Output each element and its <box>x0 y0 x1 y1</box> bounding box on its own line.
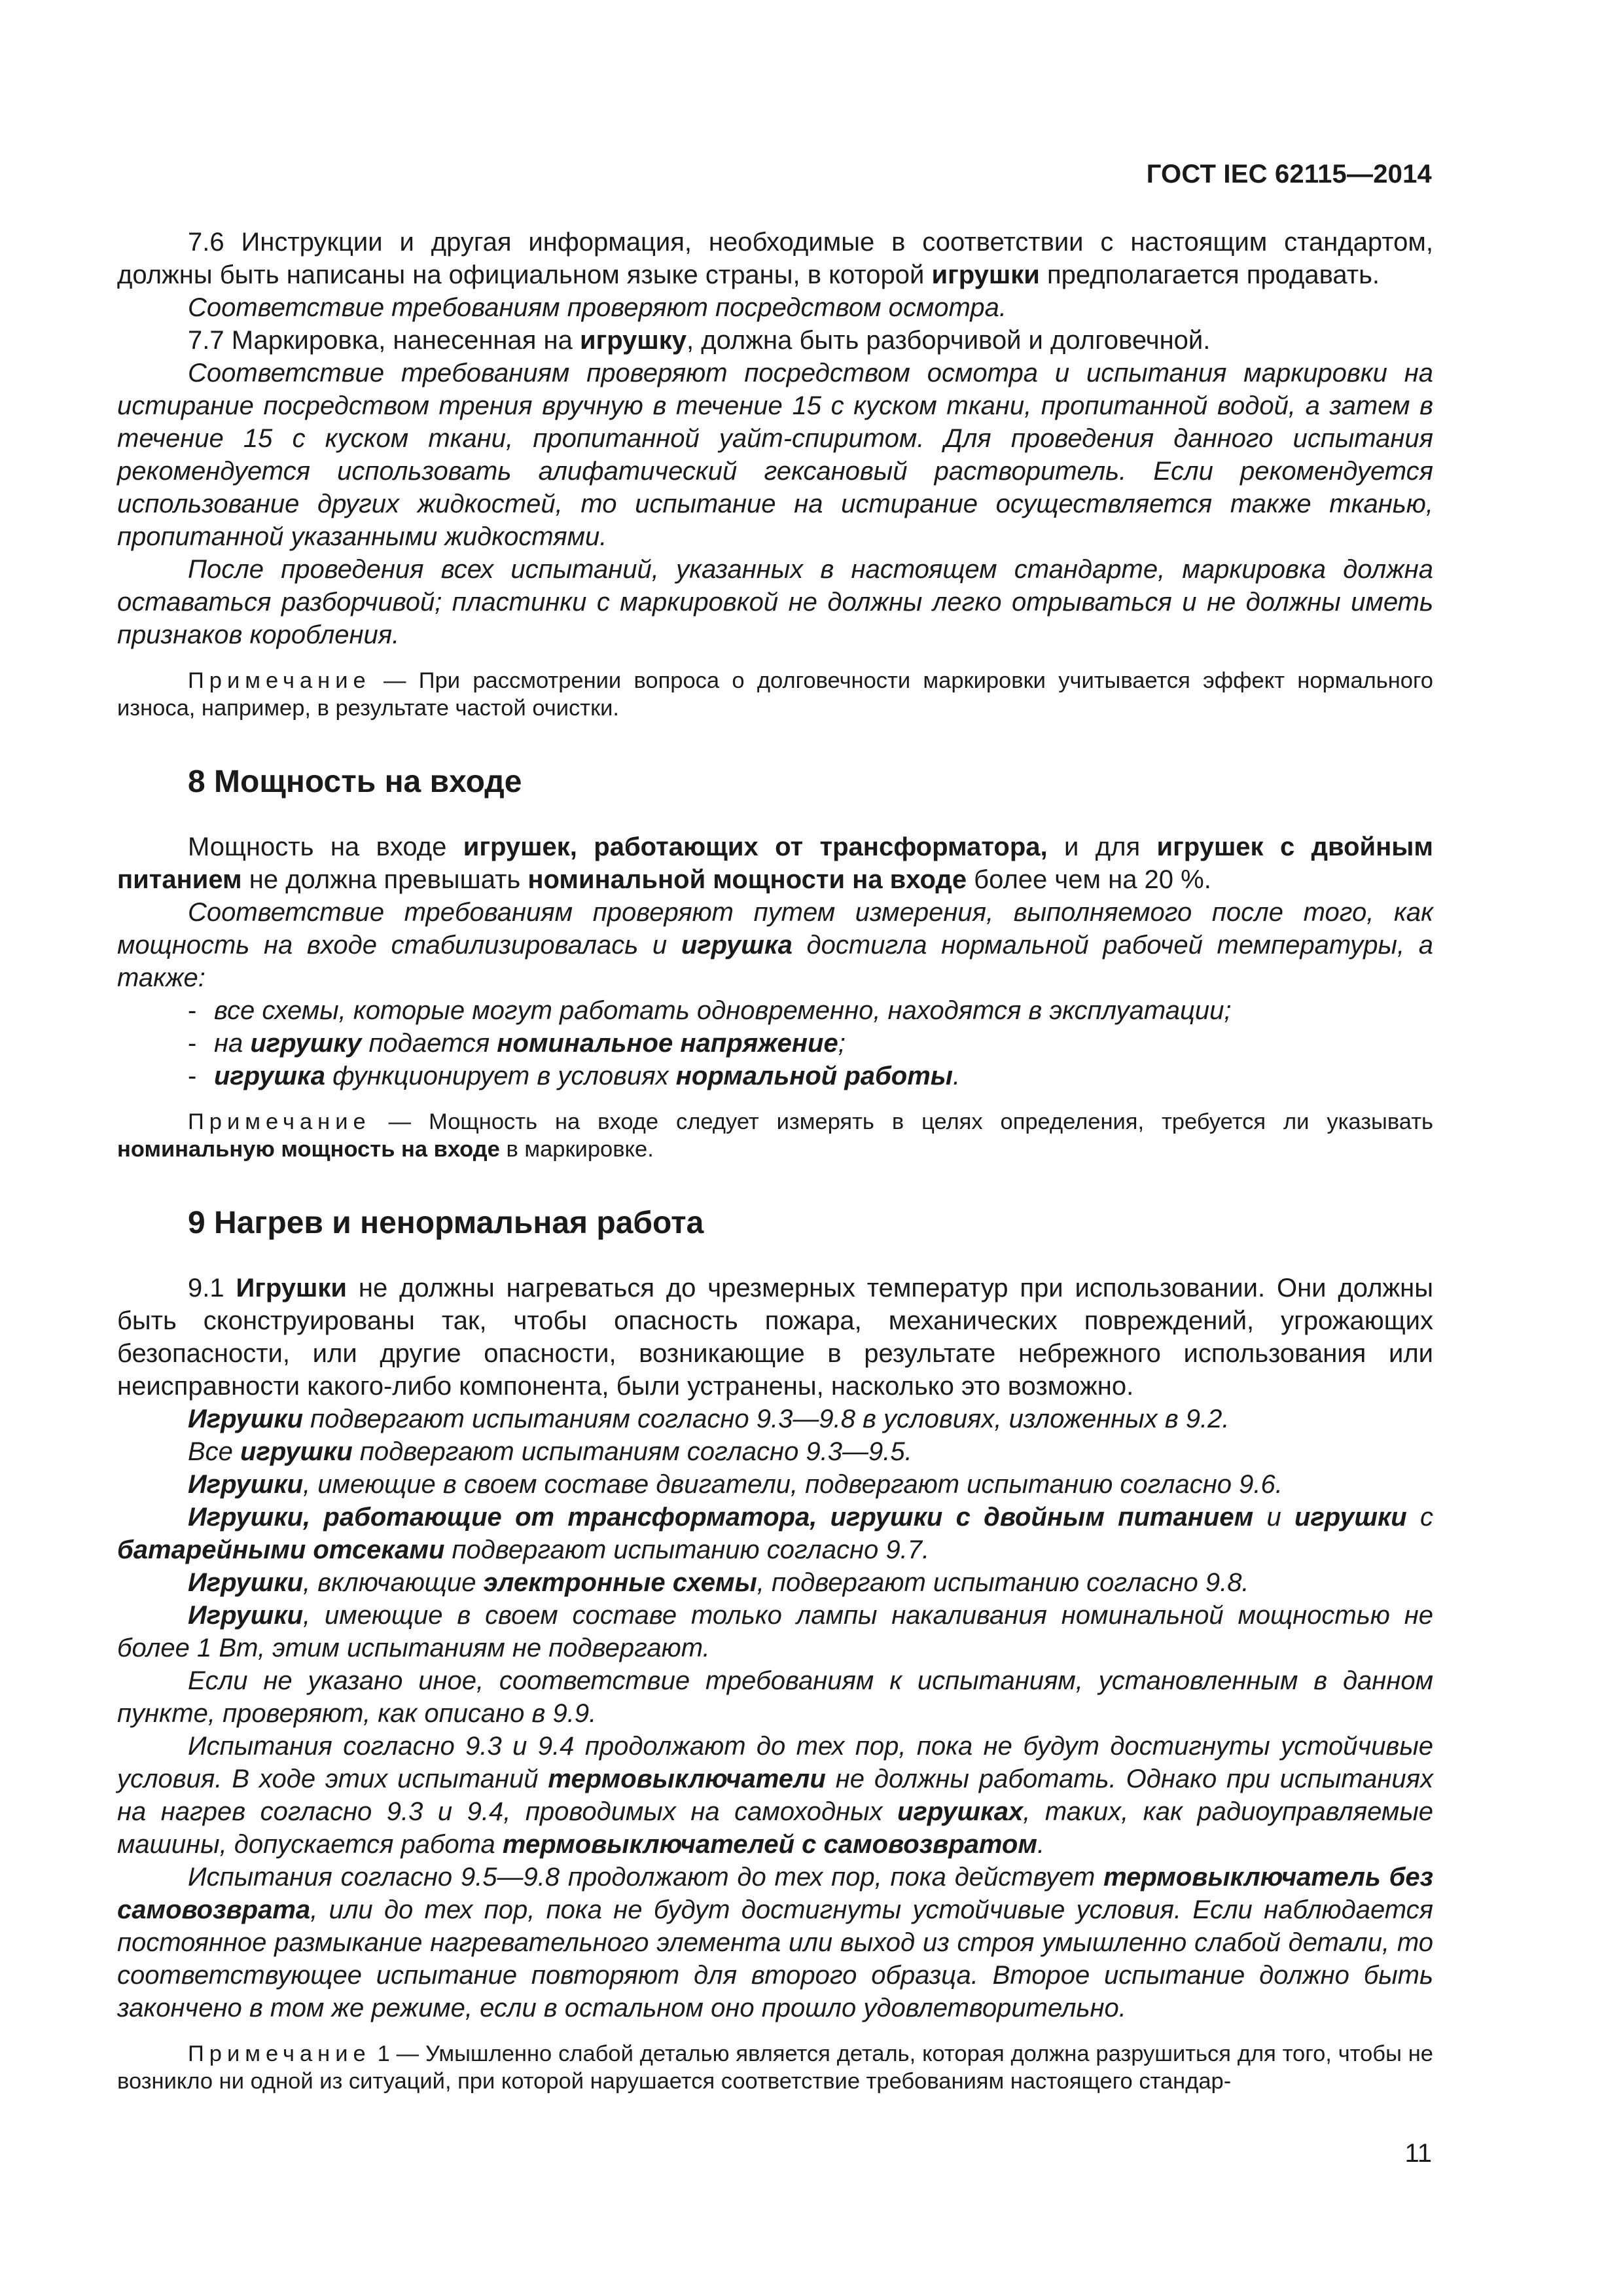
note-weak-part <box>117 2040 1433 2095</box>
text-run: и <box>1253 1503 1295 1532</box>
page-number: 11 <box>1404 2139 1432 2168</box>
text-run: , имеющие в своем составе только лампы накаливания номинальной мощностью не более 1 Вт, этим испытаниям не подвергают. <box>117 1601 1433 1662</box>
clause-7-6-check: Соответствие требованиям проверяют посредством осмотра. <box>188 293 1007 322</box>
text-run: 7.7 Маркировка, нанесенная на <box>188 326 580 355</box>
text-run: ; <box>838 1029 846 1058</box>
term-bold: номинальной мощности на входе <box>527 865 967 894</box>
text-run: предполагается продавать. <box>1039 260 1380 289</box>
clause-9-1-test-5 <box>117 1566 1433 1599</box>
clause-9-1-test-7: Если не указано иное, соответствие требованиям к испытаниям, установленным в данном пункте, проверяют, как описано в 9.9. <box>117 1666 1433 1728</box>
term-bold: Игрушки, работающие от трансформатора, игрушки с двойным питанием <box>188 1503 1254 1532</box>
clause-7-6 <box>117 226 1433 291</box>
term-bold: игрушка <box>214 1062 325 1090</box>
section-9-heading: 9 Нагрев и ненормальная работа <box>188 1206 704 1240</box>
text-run: 9.1 <box>188 1274 236 1302</box>
list-item <box>117 1027 1433 1060</box>
dash-marker: - <box>188 1029 197 1058</box>
note-number: 1 <box>370 2041 390 2066</box>
term-bold: игрушки <box>931 260 1040 289</box>
text-run: . <box>952 1062 961 1090</box>
text-run: , имеющие в своем составе двигатели, подвергают испытанию согласно 9.6. <box>303 1470 1283 1499</box>
term-bold: электронные схемы <box>483 1568 757 1597</box>
term-bold: Игрушки <box>188 1470 304 1499</box>
text-run: на <box>214 1029 251 1058</box>
term-bold: термовыключатели <box>548 1765 826 1793</box>
dash-marker: - <box>188 996 197 1025</box>
standard-code-header: ГОСТ IEC 62115—2014 <box>1146 160 1432 188</box>
text-run: подвергают испытанию согласно 9.7. <box>444 1535 930 1564</box>
clause-9-1-test-6 <box>117 1599 1433 1664</box>
clause-9-1-test-8 <box>117 1730 1433 1861</box>
list-item <box>117 994 1433 1027</box>
term-bold: батарейными отсеками <box>117 1535 445 1564</box>
text-run: Соответствие требованиям проверяют путем измерения, выполняемого после того, как мощность на входе стабилизировалась и <box>117 898 1433 960</box>
section-8-check <box>117 896 1433 994</box>
text-run: функционирует в условиях <box>325 1062 676 1090</box>
term-bold: нормальной работы <box>675 1062 953 1090</box>
text-run: Испытания согласно 9.3 и 9.4 продолжают до тех пор, пока не будут достигнуты устойчивые условия. В ходе этих испытаний <box>117 1732 1433 1793</box>
text-run: 7.6 Инструкции и другая информация, необходимые в соответствии с настоящим стандартом, должны быть написаны на официальном языке страны, в которой <box>117 228 1433 289</box>
term-bold: номинальную мощность на входе <box>117 1137 500 1162</box>
term-bold: игрушку <box>579 326 687 355</box>
section-8-body <box>117 831 1433 896</box>
clause-9-1-test-4 <box>117 1501 1433 1566</box>
text-run: все схемы, которые могут работать одновременно, находятся в эксплуатации; <box>214 996 1232 1025</box>
term-bold: термовыключателей с самовозвратом <box>502 1830 1037 1859</box>
note-label: Примечание <box>188 1109 371 1134</box>
text-run: Испытания согласно 9.5—9.8 продолжают до тех пор, пока действует <box>188 1863 1104 1892</box>
clause-9-1 <box>117 1272 1433 1403</box>
text-run: и для <box>1047 833 1157 861</box>
text-run: , или до тех пор, пока не будут достигнуты устойчивые условия. Если наблюдается постоянное размыкание нагревательного элемента или выход из строя умышленно слабой детали, то соответствующее испытание повторяют для второго образца. Второе испытание должно быть закончено в том же режиме, если в остальном оно прошло удовлетворительно. <box>117 1895 1433 2022</box>
clause-7-7-after: После проведения всех испытаний, указанных в настоящем стандарте, маркировка должна оставаться разборчивой; пластинки с маркировкой не должны легко отрываться и не должны иметь признаков коробления. <box>117 555 1433 649</box>
term-bold: Игрушки <box>236 1274 347 1302</box>
term-bold: игрушка <box>681 931 793 960</box>
text-run: не должны нагреваться до чрезмерных температур при использовании. Они должны быть сконструированы так, чтобы опасность пожара, механических повреждений, угрожающих безопасности, или другие опасности, возникающие в результате небрежного использования или неисправности какого-либо компонента, были устранены, насколько это возможно. <box>117 1274 1434 1401</box>
term-bold: Игрушки <box>188 1405 304 1433</box>
term-bold: игрушек с двойным питанием <box>117 833 1434 894</box>
text-run: не должна превышать <box>241 865 528 894</box>
term-bold: Игрушки <box>188 1568 304 1597</box>
text-run: Все <box>188 1437 241 1466</box>
text-run: , должна быть разборчивой и долговечной. <box>687 326 1211 355</box>
term-bold: игрушки <box>1294 1503 1407 1532</box>
note-text: — Умышленно слабой деталью является деталь, которая должна разрушиться для того, чтобы не возникло ни одной из ситуаций, при которой нарушается соответствие требованиям настоящего стандар- <box>117 2041 1433 2094</box>
term-bold: номинальное напряжение <box>497 1029 838 1058</box>
note-text: в маркировке. <box>499 1137 654 1162</box>
text-run: подвергают испытаниям согласно 9.3—9.5. <box>352 1437 912 1466</box>
clause-9-1-test-1 <box>117 1403 1433 1435</box>
note-marking-durability <box>117 667 1433 722</box>
clause-9-1-test-9 <box>117 1861 1433 2024</box>
text-run: с <box>1406 1503 1434 1532</box>
note-label: Примечание <box>188 668 371 693</box>
text-run: , включающие <box>303 1568 484 1597</box>
term-bold: игрушек, работающих от трансформатора, <box>463 833 1048 861</box>
text-run: , подвергают испытанию согласно 9.8. <box>757 1568 1249 1597</box>
dash-marker: - <box>188 1062 197 1090</box>
term-bold: игрушках <box>897 1797 1024 1826</box>
clause-7-7 <box>117 324 1433 357</box>
note-text: — Мощность на входе следует измерять в целях определения, требуется ли указывать <box>370 1109 1433 1134</box>
term-bold: Игрушки <box>188 1601 304 1630</box>
text-run: более чем на 20 %. <box>967 865 1211 894</box>
text-run: подвергают испытаниям согласно 9.3—9.8 в условиях, изложенных в 9.2. <box>303 1405 1230 1433</box>
text-run: не должны работать. Однако при испытаниях на нагрев согласно 9.3 и 9.4, проводимых на самоходных <box>117 1765 1433 1826</box>
clause-7-7-check: Соответствие требованиям проверяют посредством осмотра и испытания маркировки на истирание посредством трения вручную в течение 15 с куском ткани, пропитанной водой, а затем в течение 15 с куском ткани, пропитанной уайт-спиритом. Для проведения данного испытания рекомендуется использовать алифатический гексановый растворитель. Если рекомендуется использование других жидкостей, то испытание на истирание осуществляется также тканью, пропитанной указанными жидкостями. <box>117 359 1433 551</box>
term-bold: игрушку <box>250 1029 362 1058</box>
text-run: . <box>1037 1830 1045 1859</box>
term-bold: игрушки <box>240 1437 353 1466</box>
text-run: , таких, как радиоуправляемые машины, допускается работа <box>117 1797 1433 1859</box>
clause-9-1-test-3 <box>117 1468 1433 1501</box>
text-run: Мощность на входе <box>188 833 463 861</box>
section-8-heading: 8 Мощность на входе <box>188 764 522 799</box>
note-input-power <box>117 1108 1433 1163</box>
note-label: Примечание <box>188 2041 371 2066</box>
note-text: — При рассмотрении вопроса о долговечности маркировки учитывается эффект нормального износа, например, в результате частой очистки. <box>117 668 1433 721</box>
text-run: подается <box>361 1029 497 1058</box>
list-item <box>117 1060 1433 1092</box>
clause-9-1-test-2 <box>117 1435 1433 1468</box>
page-content <box>117 226 1433 2095</box>
term-bold: термовыключатель без самовозврата <box>117 1863 1433 1924</box>
text-run: достигла нормальной рабочей температуры, а также: <box>117 931 1433 992</box>
